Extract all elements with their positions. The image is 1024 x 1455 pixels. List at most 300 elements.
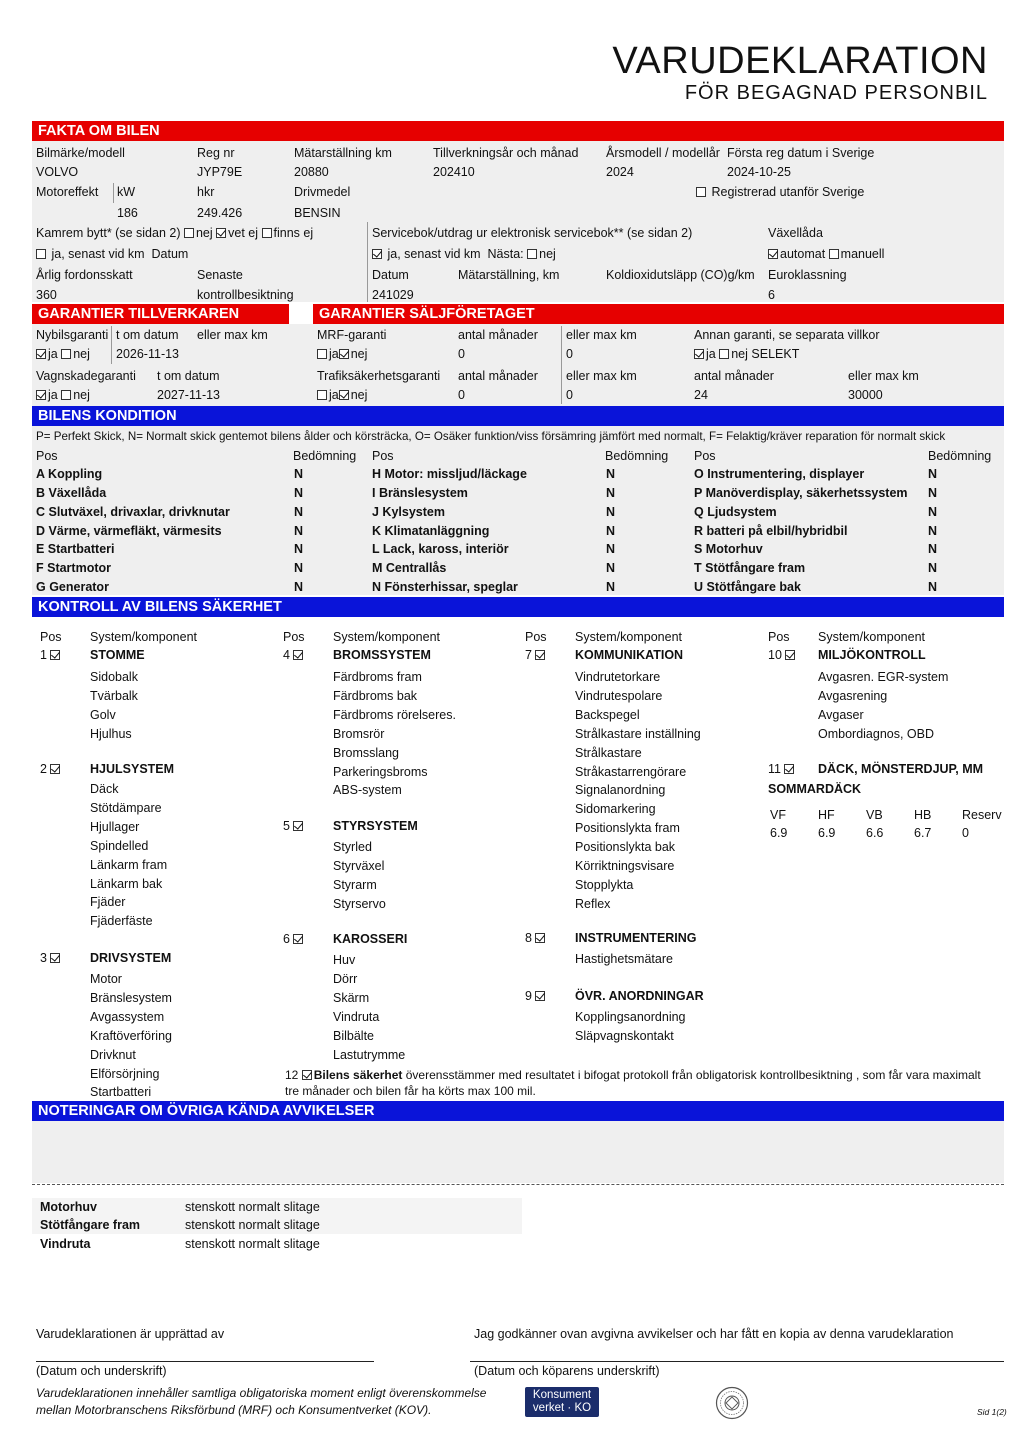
document-subtitle: FÖR BEGAGNAD PERSONBIL [684,82,988,104]
kond-grade: N [294,467,304,481]
kond-grade: N [606,505,616,519]
kontroll-item: Färdbroms fram [333,670,422,684]
kond-item: R batteri på elbil/hybridbil [694,524,848,538]
kond-grade: N [606,486,616,500]
vaxellada-row [768,247,884,261]
notering-part: Stötfångare fram [40,1218,141,1232]
servicebok-nasta-label: Nästa: [487,247,524,261]
kontroll-item: Huv [333,953,356,967]
kond-grade: N [294,524,304,538]
kond-item: G Generator [36,580,109,594]
utanfor-field[interactable] [696,185,864,199]
divider [367,222,368,302]
annan-man-label: antal månader [694,369,774,383]
kontroll-group-head [768,648,797,662]
divider [113,183,114,203]
kontroll-item: Dörr [333,971,358,986]
kontroll-item: Stråkastarrengörare [575,764,687,779]
kond-item: E Startbatteri [36,542,115,556]
mrf-man-label: antal månader [458,328,538,342]
kond-grade: N [606,561,616,575]
kond-pos-label-2: Pos [372,449,394,463]
euro-label: Euroklassning [768,268,847,282]
kontroll-group-checkbox[interactable] [784,764,794,774]
datum-sign-label: (Datum och underskrift) [36,1364,167,1378]
vagn-tom-label: t om datum [157,369,220,383]
kontroll-label: kontrollbesiktning [197,288,294,302]
kontroll-item: Avgasrening [818,688,888,703]
kond-pos-label-1: Pos [36,449,58,463]
kond-item: S Motorhuv [694,542,763,556]
matar-label: Mätarställning km [294,146,392,160]
kw-value: 186 [117,206,138,220]
kontroll-item: Vindrutetorkare [575,670,661,684]
kontroll-group-title: STOMME [90,648,145,662]
kond-grade: N [928,542,938,556]
kond-bed-label-3: Bedömning [928,449,992,463]
ktrl-pos-label: Pos [40,630,62,644]
noteringar-divider [32,1184,1004,1185]
kontroll-group-checkbox[interactable] [535,933,545,943]
kontroll-group-head [283,648,305,662]
datum2-value: 241029 [372,288,414,302]
kond-item: T Stötfångare fram [694,561,806,575]
kontroll-item: Vindruta [333,1009,380,1024]
mrf-jn-row [317,347,367,361]
kond-item: M Centrallås [372,561,447,575]
kontroll-group-head [525,648,547,662]
kontroll-item: Spindelled [90,838,149,853]
annan-nej-label: nej [731,347,748,361]
tyre-head: HB [914,808,932,822]
kontroll-item: Tvärbalk [90,688,138,703]
kond-grade: N [294,542,304,556]
document-title: VARUDEKLARATION [612,40,988,82]
ktrl-pos-label: Pos [525,630,547,644]
mrf-label: MRF-garanti [317,328,387,342]
ktrl-sys-label: System/komponent [90,630,197,644]
vagn-jn-row [36,388,90,402]
kontroll-item: Ombordiagnos, OBD [818,726,935,741]
notering-note: stenskott normalt slitage [185,1237,320,1251]
trafik-km-value: 0 [566,388,573,402]
nybil-jn-row [36,347,90,361]
kond-grade: N [294,561,304,575]
kond-item: F Startmotor [36,561,111,575]
mrf-nej-checkbox[interactable] [339,349,349,359]
regnr-value: JYP79E [197,165,243,179]
motoreffekt-label: Motoreffekt [36,185,99,199]
arsmodell-value: 2024 [606,165,634,179]
arsmodell-label: Årsmodell / modellår [606,146,720,160]
kond-grade: N [606,580,616,594]
kontroll-group-head [40,951,62,965]
automat-label: automat [780,247,826,261]
ktrl-pos-label: Pos [768,630,790,644]
kond-item: H Motor: missljud/läckage [372,467,527,481]
p12-checkbox[interactable] [302,1070,312,1080]
kontroll-item: Sidobalk [90,670,138,684]
kw-label: kW [117,185,136,199]
nybil-tom-label: t om datum [116,328,179,342]
kontroll-item: Fjäderfäste [90,914,153,929]
trafik-man-label: antal månader [458,369,538,383]
kontroll-item: Hjullager [90,819,140,834]
tyre-value: 6.9 [818,826,836,840]
konsumentverket-logo [525,1387,599,1417]
kontroll-group-head [525,931,547,945]
kontroll-item: Stötdämpare [90,800,162,815]
hkr-label: hkr [197,185,215,199]
vaxellada-label: Växellåda [768,226,823,240]
kontroll-group-num: 6 [283,932,294,946]
kontroll-item: Länkarm fram [90,857,168,872]
mrf-nej-label: nej [350,347,368,361]
kontroll-item: Färdbroms bak [333,688,418,703]
kontroll-group-title: STYRSYSTEM [333,819,418,833]
trafik-jn-row [317,388,367,402]
servicebok-row [372,247,556,261]
kontroll-item: Bilbälte [333,1028,374,1043]
kondition-header: BILENS KONDITION [32,406,1004,426]
forsta-reg-value: 2024-10-25 [727,165,791,179]
matar2-label: Mätarställning, km [458,268,560,282]
kond-item: L Lack, kaross, interiör [372,542,509,556]
tyre-head: VB [866,808,883,822]
euro-value: 6 [768,288,775,302]
ktrl-sys-label: System/komponent [575,630,682,644]
kamrem-ja-row [36,247,188,261]
kond-grade: N [928,486,938,500]
kontroll-item: Elförsörjning [90,1066,160,1081]
kond-item: J Kylsystem [372,505,445,519]
garanti-salj-header: GARANTIER SÄLJFÖRETAGET [313,304,1004,324]
logo-line-2: verket · KO [532,1402,592,1414]
sommardack-label: SOMMARDÄCK [768,782,862,796]
kontroll-item: Hastighetsmätare [575,952,673,966]
ktrl-sys-label: System/komponent [333,630,440,644]
noteringar-header: NOTERINGAR OM ÖVRIGA KÄNDA AVVIKELSER [32,1101,1004,1121]
kond-grade: N [928,505,938,519]
kontroll-item: ABS-system [333,783,402,798]
kontroll-item: Parkeringsbroms [333,764,428,779]
notering-note: stenskott normalt slitage [185,1200,320,1214]
kontroll-item: Länkarm bak [90,876,163,891]
nybil-nej-checkbox[interactable] [61,349,71,359]
kond-item: K Klimatanläggning [372,524,490,538]
kontroll-group-checkbox[interactable] [50,953,60,963]
kontroll-item: Reflex [575,896,611,911]
fakta-header: FAKTA OM BILEN [32,121,1004,141]
kond-item: Q Ljudsystem [694,505,777,519]
notering-part: Motorhuv [40,1200,97,1214]
trafik-nej-checkbox[interactable] [339,390,349,400]
kamrem-row [36,226,313,240]
tillv-label: Tillverkningsår och månad [433,146,579,160]
upprattad-label: Varudeklarationen är upprättad av [36,1327,225,1341]
kontroll-group-title: HJULSYSTEM [90,762,175,776]
kontroll-group-num: 11 [768,762,785,776]
kond-grade: N [294,486,304,500]
utanfor-checkbox[interactable] [696,187,706,197]
kond-grade: N [606,542,616,556]
kontroll-group-head [768,762,796,776]
kontroll-group-head [283,932,305,946]
p12-row [285,1069,981,1083]
servicebok-label: Servicebok/utdrag ur elektronisk servicebok** (se sidan 2) [372,226,693,240]
kond-grade: N [606,524,616,538]
kontroll-item: Avgassystem [90,1009,165,1024]
kontroll-group-checkbox[interactable] [535,650,545,660]
signature-line-seller[interactable] [36,1361,374,1362]
kontroll-item: Däck [90,782,119,796]
hkr-value: 249.426 [197,206,243,220]
kamrem-vetej-label: vet ej [228,226,259,240]
kontroll-group-num: 1 [40,648,51,662]
kontroll-group-title: DÄCK, MÖNSTERDJUP, MM [818,762,984,776]
kond-item: O Instrumentering, displayer [694,467,865,481]
kond-item: U Stötfångare bak [694,580,801,594]
drivmedel-label: Drivmedel [294,185,351,199]
mrf-man-value: 0 [458,347,465,361]
kontroll-group-checkbox[interactable] [293,650,303,660]
kond-item: D Värme, värmefläkt, värmesits [36,524,222,538]
tyre-value: 6.6 [866,826,884,840]
kontroll-group-checkbox[interactable] [293,934,303,944]
kond-grade: N [928,467,938,481]
kontroll-item: Kraftöverföring [90,1028,172,1043]
trafik-ja-checkbox[interactable] [317,390,327,400]
tyre-value: 6.9 [770,826,788,840]
kontroll-item: Hjulhus [90,726,132,741]
kontroll-group-num: 4 [283,648,294,662]
annan-nej-checkbox[interactable] [719,349,729,359]
kamrem-vetej-checkbox[interactable] [216,228,226,238]
tillv-value: 202410 [433,165,475,179]
kontroll-item: Golv [90,707,116,722]
nybil-maxkm-label: eller max km [197,328,268,342]
mrf-seal-icon [714,1386,750,1420]
ktrl-sys-label: System/komponent [818,630,925,644]
datum-kop-label: (Datum och köparens underskrift) [474,1364,660,1378]
trafik-man-value: 0 [458,388,465,402]
p12-num: 12 [285,1068,299,1082]
kontroll-item: Skärm [333,990,370,1005]
logo-line-1: Konsument [532,1389,592,1401]
p12-bold: Bilens säkerhet [313,1068,403,1082]
disclaimer-1: Varudeklarationen innehåller samtliga obligatoriska moment enligt överenskommelse [36,1386,487,1400]
drivmedel-value: BENSIN [294,206,341,220]
kontroll-item: Styrväxel [333,858,385,873]
vagn-label: Vagnskadegaranti [36,369,136,383]
trafik-ja-label: ja [329,388,339,402]
kontroll-item: Släpvagnskontakt [575,1028,674,1043]
kontroll-group-head [40,762,62,776]
servicebok-nej-label: nej [539,247,556,261]
annan-ja-checkbox[interactable] [694,349,704,359]
notering-note: stenskott normalt slitage [185,1218,320,1232]
kontroll-group-num: 10 [768,648,786,662]
kontroll-group-num: 9 [525,989,536,1003]
kontroll-group-checkbox[interactable] [50,650,60,660]
manuell-label: manuell [840,247,885,261]
manuell-checkbox[interactable] [829,249,839,259]
regnr-label: Reg nr [197,146,235,160]
kontroll-item: Avgaser [818,707,864,722]
kontroll-group-title: KAROSSERI [333,932,408,946]
kontroll-group-checkbox[interactable] [293,821,303,831]
divider [111,326,112,364]
bilmarke-label: Bilmärke/modell [36,146,125,160]
p12-text: överensstämmer med resultatet i bifogat protokoll från obligatorisk kontrollbesiktning , som får vara maximalt [402,1068,981,1082]
kontroll-item: Backspegel [575,707,640,722]
kontroll-group-title: KOMMUNIKATION [575,648,684,662]
mrf-ja-label: ja [329,347,339,361]
kontroll-group-checkbox[interactable] [50,764,60,774]
kond-bed-label-2: Bedömning [605,449,669,463]
kontroll-item: Bränslesystem [90,990,172,1005]
mrf-km-value: 0 [566,347,573,361]
kontroll-item: Positionslykta bak [575,840,676,855]
servicebok-ja-checkbox[interactable] [372,249,382,259]
kontroll-item: Bromsrör [333,726,385,741]
annan-jn-row [694,347,799,361]
tyre-value: 6.7 [914,826,932,840]
annan-ja-label: ja [706,347,716,361]
annan-km-label: eller max km [848,369,919,383]
nybil-label: Nybilsgaranti [36,328,109,342]
kond-item: N Fönsterhissar, speglar [372,580,518,594]
kontroll-item: Positionslykta fram [575,821,680,836]
kond-item: A Koppling [36,467,103,481]
kontroll-header: KONTROLL AV BILENS SÄKERHET [32,597,1004,617]
kontroll-group-title: ÖVR. ANORDNINGAR [575,989,704,1003]
mrf-ja-checkbox[interactable] [317,349,327,359]
co2-label: Koldioxidutsläpp (CO)g/km [606,268,755,282]
kamrem-label: Kamrem bytt* (se sidan 2) [36,226,181,240]
annan-selekt: SELEKT [751,347,800,361]
kontroll-item: Körriktningsvisare [575,859,675,873]
vagn-datum: 2027-11-13 [157,388,221,402]
ktrl-pos-label: Pos [283,630,305,644]
kontroll-group-title: MILJÖKONTROLL [818,648,926,662]
kontroll-item: Styrled [333,840,372,854]
kond-item: I Bränslesystem [372,486,468,500]
kamrem-nej-checkbox[interactable] [184,228,194,238]
kamrem-ja-label: ja, senast vid km [51,247,145,261]
bilmarke-value: VOLVO [36,165,79,179]
kond-item: P Manöverdisplay, säkerhetssystem [694,486,908,500]
annan-label: Annan garanti, se separata villkor [694,328,880,342]
kamrem-finnsej-checkbox[interactable] [262,228,272,238]
kontroll-item: Strålkastare [575,745,642,760]
kamrem-nej-label: nej [195,226,213,240]
kontroll-item: Drivknut [90,1047,136,1062]
kontroll-group-checkbox[interactable] [785,650,795,660]
servicebok-ja-label: ja, senast vid km [387,247,481,261]
tyre-head: VF [770,808,786,822]
kontroll-item: Styrservo [333,896,386,911]
garanti-tillv-header: GARANTIER TILLVERKAREN [32,304,289,324]
trafik-nej-label: nej [350,388,368,402]
nybil-ja-checkbox[interactable] [36,349,46,359]
kontroll-group-title: DRIVSYSTEM [90,951,172,965]
annan-man-value: 24 [694,388,708,402]
annan-km-value: 30000 [848,388,883,402]
signature-line-buyer[interactable] [470,1361,1004,1362]
senaste-label: Senaste [197,268,243,282]
nybil-ja-label: ja [48,347,58,361]
divider [561,326,562,404]
kontroll-group-num: 3 [40,951,51,965]
kontroll-group-head [283,819,305,833]
kontroll-group-title: INSTRUMENTERING [575,931,697,945]
kontroll-item: Signalanordning [575,783,666,798]
kontroll-item: Bromsslang [333,745,399,760]
kontroll-group-num: 5 [283,819,294,833]
kond-bed-label-1: Bedömning [293,449,357,463]
kontroll-item: Strålkastare inställning [575,726,701,741]
kontroll-item: Motor [90,972,122,986]
kontroll-item: Styrarm [333,877,377,892]
kontroll-group-title: BROMSSYSTEM [333,648,431,662]
kontroll-item: Stopplykta [575,877,634,892]
kond-grade: N [606,467,616,481]
vagn-ja-checkbox[interactable] [36,390,46,400]
kamrem-datum-label: Datum [151,247,189,261]
kontroll-item: Sidomarkering [575,802,656,817]
automat-checkbox[interactable] [768,249,778,259]
kond-grade: N [294,505,304,519]
kond-grade: N [928,561,938,575]
nybil-nej-label: nej [73,347,90,361]
datum2-label: Datum [372,268,409,282]
kontroll-item: Lastutrymme [333,1047,406,1062]
kontroll-item: Färdbroms rörelseres. [333,707,456,722]
kondition-legend: P= Perfekt Skick, N= Normalt skick gentemot bilens ålder och körsträcka, O= Osäker funktion/viss försämring jämfört med normalt, F= Felaktig/kräver reparation för normalt skick [36,430,946,443]
page-number: Sid 1(2) [977,1407,1007,1417]
kontroll-group-num: 2 [40,762,51,776]
servicebok-nej-checkbox[interactable] [527,249,537,259]
kontroll-item: Kopplingsanordning [575,1010,686,1024]
matar-value: 20880 [294,165,329,179]
kontroll-group-head [525,989,547,1003]
kontroll-group-head [40,648,62,662]
kontroll-item: Fjäder [90,895,126,910]
kontroll-item: Startbatteri [90,1085,152,1100]
kond-grade: N [928,580,938,594]
kond-grade: N [928,524,938,538]
vagn-nej-label: nej [73,388,90,402]
tyre-value: 0 [962,826,969,840]
kontroll-item: Vindrutespolare [575,688,663,703]
kond-pos-label-3: Pos [694,449,716,463]
vagn-nej-checkbox[interactable] [61,390,71,400]
kontroll-group-checkbox[interactable] [535,991,545,1001]
p12-text2: tre månader och bilen får ha körts max 100 mil. [285,1084,536,1098]
kontroll-item: Avgasren. EGR-system [818,670,949,684]
disclaimer-2: mellan Motorbranschens Riksförbund (MRF) och Konsumentverket (KOV). [36,1403,432,1417]
skatt-label: Årlig fordonsskatt [36,268,133,282]
noteringar-panel [32,1121,1004,1183]
trafik-label: Trafiksäkerhetsgaranti [317,369,441,383]
nybil-datum: 2026-11-13 [116,347,180,361]
tyre-head: Reserv [962,808,1002,822]
notering-part: Vindruta [40,1237,91,1251]
kond-item: C Slutväxel, drivaxlar, drivknutar [36,505,230,519]
kontroll-group-num: 8 [525,931,536,945]
kamrem-ja-checkbox[interactable] [36,249,46,259]
